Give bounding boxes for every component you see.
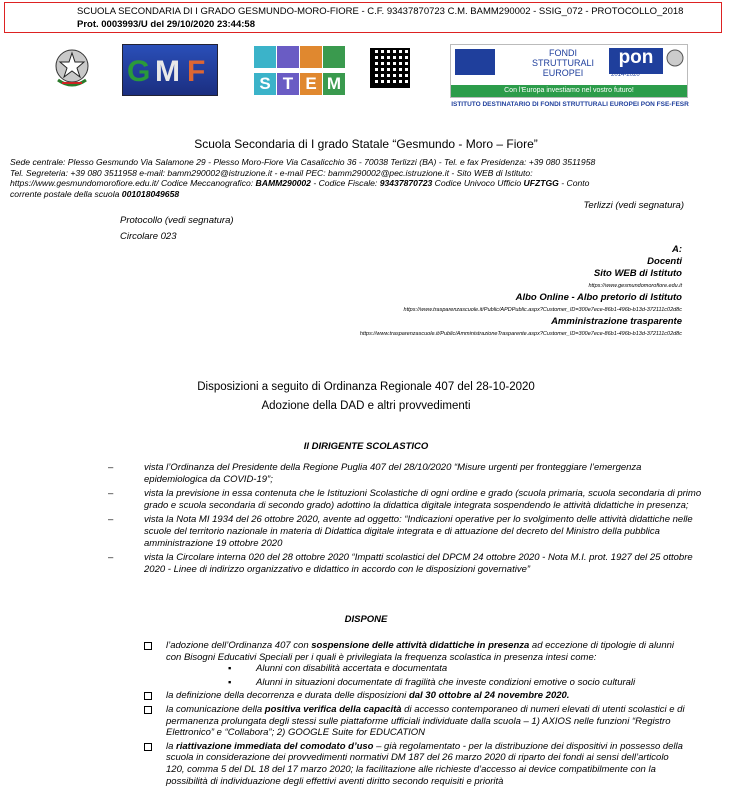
italian-republic-emblem-icon bbox=[52, 46, 92, 90]
ccp-label: corrente postale della scuola bbox=[10, 188, 122, 199]
sito-url-link[interactable]: https://www.gesmundomorofiore.edu.it bbox=[588, 283, 682, 289]
recipients-to: A: bbox=[671, 244, 682, 255]
gmf-school-logo bbox=[122, 44, 218, 96]
recipient-docenti: Docenti bbox=[647, 256, 682, 267]
vista-item: – vista la previsione in essa contenuta che le Istituzioni Scolastiche di ogni ordine e grado (scuola primaria, scuola secondaria di primo grado e scuola secondaria di secondo grado) adottino la didattica digitale integrata sospendendo le attività didattiche in presenza; bbox=[144, 488, 704, 511]
sede-line-2: Tel. Segreteria: +39 080 3511958 e-mail: bamm290002@istruzione.it - e-mail PEC: bamm290002@pec.istruzione.it - Sito WEB di Istituto: bbox=[10, 167, 533, 178]
protocol-line-1: SCUOLA SECONDARIA DI I GRADO GESMUNDO-MORO-FIORE - C.F. 93437870723 C.M. BAMM290002 - SSIG_072 - PROTOCOLLO_2018 bbox=[77, 6, 684, 17]
pon-logo: pon bbox=[609, 48, 663, 74]
circolare-number: Circolare 023 bbox=[120, 231, 177, 242]
sede-line-1: Sede centrale: Plesso Gesmundo Via Salamone 29 - Plesso Moro-Fiore Via Casalicchio 36 - 70038 Terlizzi (BA) - Tel. e fax Presidenza: +39 080 3511958 bbox=[10, 157, 596, 167]
conto-label: - Conto bbox=[558, 178, 590, 188]
website-link[interactable]: https://www.gesmundomorofiore.edu.it/ Codice Meccanografico: bbox=[10, 178, 256, 188]
document-title bbox=[0, 378, 732, 416]
protocollo-label: Protocollo (vedi segnatura) bbox=[120, 215, 234, 226]
gmf-letter-m: M bbox=[155, 55, 180, 88]
pon-fondi-text: FONDI STRUTTURALI EUROPEI bbox=[531, 48, 594, 78]
checkbox-bullet-icon bbox=[144, 642, 152, 650]
recipient-sito: Sito WEB di Istituto bbox=[593, 268, 682, 279]
pon-years: 2014-2020 bbox=[611, 72, 640, 78]
header-logos bbox=[0, 44, 732, 124]
sub-item: ▪ Alunni con disabilità accertata e documentata bbox=[256, 663, 686, 675]
mecc-code: BAMM290002 bbox=[255, 178, 311, 188]
amm-url-link[interactable]: https://www.trasparenzascuole.it/Public/AmministrazioneTrasparente.aspx?Customer_ID=300e7ece-86b1-496b-b13d-372111c02d8c bbox=[359, 331, 682, 337]
cuu-code: UFZTGG bbox=[523, 178, 559, 188]
cf-label: - Codice Fiscale: bbox=[310, 178, 380, 188]
dispone-item: la definizione della decorrenza e durata delle disposizioni dal 30 ottobre al 24 novembre 2020. bbox=[166, 690, 686, 702]
pon-slogan: Con l'Europa investiamo nel vostro futuro! bbox=[451, 85, 687, 97]
recipients bbox=[360, 244, 682, 340]
bes-sublist bbox=[166, 663, 686, 688]
protocol-line-2: Prot. 0003993/U del 29/10/2020 23:44:58 bbox=[77, 19, 255, 30]
gmf-letter-g: G bbox=[127, 55, 151, 88]
ccp-code: 001018049658 bbox=[121, 188, 180, 199]
vista-item: – vista la Nota MI 1934 del 26 ottobre 2020, avente ad oggetto: “Indicazioni operative per lo svolgimento delle attività didattiche nelle scuole del territorio nazionale in materia di Didattica digitale integrata e di attuazione del decreto del Ministro della pubblica amministrazione 19 ottobre 2020 bbox=[144, 514, 704, 549]
recipient-amministrazione: Amministrazione trasparente bbox=[551, 316, 682, 327]
title-line-1: Disposizioni a seguito di Ordinanza Regionale 407 del 28-10-2020 bbox=[197, 381, 535, 393]
stem-logo bbox=[254, 46, 346, 98]
checkbox-bullet-icon bbox=[144, 743, 152, 751]
protocol-stamp bbox=[4, 2, 722, 33]
stem-letter-s: S bbox=[254, 73, 276, 95]
dispone-list bbox=[166, 640, 686, 789]
checkbox-bullet-icon bbox=[144, 706, 152, 714]
protocol-circular bbox=[120, 213, 234, 245]
vista-item: – vista la Circolare interna 020 del 28 ottobre 2020 “Impatti scolastici del DPCM 24 ottobre 2020 - Nota M.I. prot. 1927 del 25 ottobre 2020 - Linee di indirizzo organizzativo e didattico in accordo con le disposizioni governative” bbox=[144, 552, 704, 575]
place-date: Terlizzi (vedi segnatura) bbox=[583, 200, 684, 211]
school-name: Scuola Secondaria di I grado Statale “Gesmundo - Moro – Fiore” bbox=[194, 137, 538, 151]
gmf-letter-f: F bbox=[187, 55, 206, 88]
dirigente-heading: Il DIRIGENTE SCOLASTICO bbox=[303, 441, 429, 452]
dispone-item: l’adozione dell’Ordinanza 407 con sospensione delle attività didattiche in presenza ad eccezione di tipologie di alunni con Bisogni Educativi Speciali per i quali è privilegiata la frequenza scolastica in presenza intesi come: ▪ Alunni con disabilità accertata e documentata ▪ Alunni in situazioni documentate di fragilità che investe condizioni emotive o socio culturali bbox=[166, 640, 686, 688]
pon-banner bbox=[450, 44, 688, 98]
cuu-label: Codice Univoco Ufficio bbox=[432, 178, 524, 188]
recipient-albo: Albo Online - Albo pretorio di Istituto bbox=[515, 292, 682, 303]
vista-item: – vista l’Ordinanza del Presidente della Regione Puglia 407 del 28/10/2020 “Misure urgenti per fronteggiare l’emergenza epidemiologica da COVID-19”; bbox=[144, 462, 704, 485]
fiscal-code: 93437870723 bbox=[379, 178, 433, 188]
pon-caption: ISTITUTO DESTINATARIO DI FONDI STRUTTURALI EUROPEI PON FSE-FESR bbox=[451, 101, 689, 108]
school-contacts bbox=[10, 157, 722, 199]
eu-flag-icon bbox=[455, 49, 495, 75]
title-line-2: Adozione della DAD e altri provvedimenti bbox=[261, 400, 471, 412]
dispone-item: la riattivazione immediata del comodato d’uso – già regolamentato - per la distribuzione dei dispositivi in possesso della scuola in considerazione dei provvedimenti normativi DM 187 del 26 marzo 2020 di riparto dei fondi ai sensi dell’articolo 120, comma 5 del DL 18 del 17 marzo 2020; la facilitazione alle richieste d’accesso ai device compatibilmente con la possibilità di individuazione degli effettivi aventi diritto secondo requisiti e priorità bbox=[166, 741, 686, 787]
qr-code-icon[interactable] bbox=[370, 48, 410, 88]
dispone-item: la comunicazione della positiva verifica della capacità di accesso contemporaneo di numeri elevati di utenti scolastici e di permanenza prolungata degli stessi sulle piattaforme ufficiali individuate dalla scuola – 1) AXIOS nelle funzioni “Registro Elettronico” e “Collabora”; 2) GOOGLE Suite for EDUCATION bbox=[166, 704, 686, 739]
stem-letter-m: M bbox=[323, 73, 345, 95]
stem-letter-t: T bbox=[277, 73, 299, 95]
dispone-heading: DISPONE bbox=[344, 614, 388, 625]
miur-emblem-icon bbox=[665, 48, 685, 74]
stem-letter-e: E bbox=[300, 73, 322, 95]
sub-item: ▪ Alunni in situazioni documentate di fragilità che investe condizioni emotive o socio culturali bbox=[256, 677, 686, 689]
vista-list bbox=[144, 462, 704, 578]
albo-url-link[interactable]: https://www.trasparenzascuole.it/Public/APDPublic.aspx?Customer_ID=300e7ece-86b1-496b-b13d-372111c02d8c bbox=[403, 307, 682, 313]
checkbox-bullet-icon bbox=[144, 692, 152, 700]
